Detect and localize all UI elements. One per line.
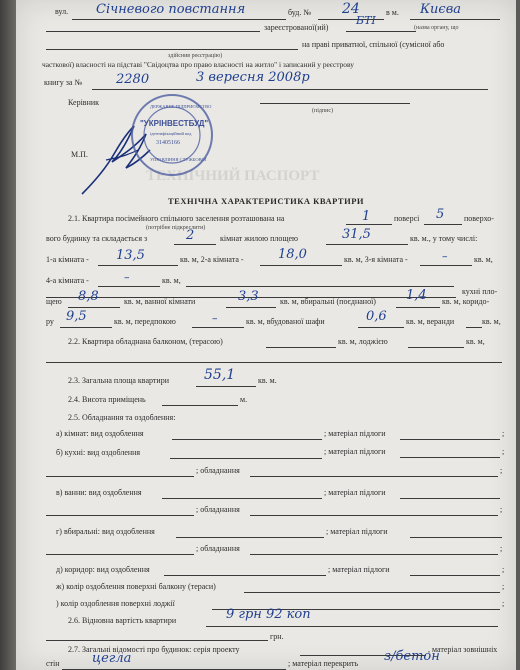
balcony-line (266, 347, 336, 348)
city-line (410, 19, 500, 20)
g-line-2 (46, 554, 194, 555)
s25-g: г) вбиральні: вид оздоблення (56, 527, 155, 536)
s21-text-f: кв. м., у тому числі: (410, 234, 478, 243)
line-3 (46, 49, 298, 50)
living-line (326, 244, 408, 245)
kitchen-line (68, 307, 120, 308)
r4-value: – (124, 271, 130, 284)
street-line (72, 19, 286, 20)
s25-v: в) ванни: вид оздоблення (56, 488, 142, 497)
b-equip-line (250, 476, 498, 477)
stamp-name: "УКРІНВЕСТБУД" (140, 119, 209, 128)
corr-line (60, 327, 112, 328)
hall-line (192, 327, 244, 328)
bud-value: 24 (342, 1, 360, 17)
rooms-value: 2 (186, 228, 195, 243)
zh-semi: ; (502, 582, 505, 591)
v-floor-line (400, 498, 500, 499)
document-page (16, 0, 516, 670)
s21-hint: (потрібне підкреслити) (146, 225, 206, 231)
ghost-print: ТЕХНІЧНИЙ ПАСПОРТ (146, 168, 320, 184)
r1-line (98, 265, 178, 266)
veranda-line (466, 327, 482, 328)
r2-value: 18,0 (278, 247, 307, 262)
r3-value: – (442, 250, 448, 263)
wardrobe-label: кв. м, вбудованої шафи (246, 317, 325, 326)
kitchen-label: кухні пло- (462, 287, 498, 296)
g-finish-line (176, 537, 324, 538)
r4-unit: кв. м, (162, 276, 181, 285)
s25-zh: ж) колір оздоблення поверхні балкону (тераси) (56, 582, 216, 591)
stamp-bottom-text: УПРАВЛІННЯ СЛУЖБОВОЇ (150, 157, 207, 162)
g-floor-label: ; матеріал підлоги (326, 527, 388, 536)
bath-label: кв. м, ванної кімнати (124, 297, 196, 306)
registry-hint-2: здійснив реєстрацію) (168, 53, 223, 59)
book-date: 3 вересня 2008р (196, 70, 310, 85)
bud-label: буд. № (288, 8, 311, 17)
book-line (92, 89, 488, 90)
bath-line (226, 307, 276, 308)
s25-z: ) колір оздоблення поверхні лоджії (56, 599, 175, 608)
v-equip-label: ; обладнання (196, 505, 240, 514)
v-finish-line (162, 498, 322, 499)
s26-unit: грн. (270, 632, 284, 641)
floor-value: 1 (362, 209, 371, 224)
height-line (162, 405, 238, 406)
b-semi-2: ; (500, 466, 503, 475)
s21-text-c: поверхо- (464, 214, 494, 223)
r4-rest-line (186, 286, 454, 287)
registry-hint: (назва органу, що (414, 25, 459, 31)
walls-value: цегла (92, 651, 132, 666)
street-prefix: вул. (55, 7, 69, 16)
organization-stamp (116, 92, 228, 178)
kitchen-value: 8,8 (78, 289, 99, 304)
s25-d: д) коридор: вид оздоблення (56, 565, 150, 574)
mp-label: М.П. (71, 150, 88, 159)
binding-edge (0, 0, 16, 670)
cost-value: 9 грн 92 коп (226, 607, 311, 622)
veranda-unit: кв. м, (482, 317, 501, 326)
total-area-line (196, 386, 256, 387)
v-equip-line (250, 515, 498, 516)
g-equip-label: ; обладнання (196, 544, 240, 553)
signature-hint: (підпис) (312, 108, 334, 114)
slabs-label: ; матеріал перекрить (288, 659, 359, 668)
v-semi: ; (500, 505, 503, 514)
total-area-value: 55,1 (204, 367, 236, 383)
veranda-label: кв. м, веранди (406, 317, 455, 326)
right-label: на праві приватної, спільної (сумісної або (302, 40, 445, 49)
d-semi: ; (502, 565, 505, 574)
hall-label: кв. м, передпокою (114, 317, 176, 326)
bath-value: 3,3 (238, 289, 259, 304)
a-floor-label: ; матеріал підлоги (324, 429, 386, 438)
r1-value: 13,5 (116, 248, 145, 263)
g-semi: ; (500, 544, 503, 553)
s22-label: 2.2. Квартира обладнана балконом, (терасою) (68, 337, 223, 346)
walls-label: , матеріал зовнішніх (428, 645, 498, 654)
floors-line (424, 224, 462, 225)
wardrobe-value: 0,6 (366, 309, 387, 324)
s22-unit2: кв. м, (466, 337, 485, 346)
r3-line (420, 265, 472, 266)
floors-total: 5 (436, 207, 445, 222)
signature-line (260, 103, 410, 104)
s22-line-2 (46, 362, 502, 363)
cost-line (206, 626, 498, 627)
floor-line (346, 224, 392, 225)
registered-label: зареєстрованої(ий) (264, 23, 329, 32)
walls-pre: стін (46, 659, 60, 668)
s21-text-e: кімнат жилою площею (220, 234, 299, 243)
right-label-2: часткової) власності на підставі "Свідоцтва про право власності на житло" і записаний у реєстрову (42, 60, 354, 69)
wc-line (396, 307, 440, 308)
rooms-line (174, 244, 216, 245)
section-title: ТЕХНІЧНА ХАРАКТЕРИСТИКА КВАРТИРИ (168, 196, 364, 206)
line-2 (46, 31, 260, 32)
corr-pre: ру (46, 317, 54, 326)
v-floor-label: ; матеріал підлоги (324, 488, 386, 497)
b-floor-line (400, 457, 500, 458)
v-line-2 (46, 515, 194, 516)
b-finish-line (170, 458, 322, 459)
s25-a: а) кімнат: вид оздоблення (56, 429, 144, 438)
book-label: книгу за № (44, 78, 83, 87)
s21-text-d: вого будинку та складається з (46, 234, 148, 243)
s27-label: 2.7. Загальні відомості про будинок: серія проекту (68, 645, 240, 654)
r2-label: кв. м, 2-а кімната - (180, 255, 244, 264)
a-floor-line (400, 439, 500, 440)
r4-line (98, 286, 160, 287)
s24-label: 2.4. Висота приміщень (68, 395, 146, 404)
r1-label: 1-а кімната - (46, 255, 89, 264)
registry-line (346, 31, 416, 32)
d-finish-line (164, 575, 326, 576)
stamp-code-label: ідентифікаційний код (150, 131, 192, 136)
r2-line (260, 265, 342, 266)
g-equip-line (250, 554, 498, 555)
a-semi: ; (502, 429, 505, 438)
s21-text-a: 2.1. Квартира посімейного спільного заселення розташована на (68, 214, 285, 223)
loggia-line (408, 347, 464, 348)
wc-label: кв. м, вбиральні (поєднаної) (280, 297, 376, 306)
b-line-2 (46, 476, 194, 477)
cost-line-2 (46, 640, 268, 641)
d-floor-line (410, 575, 500, 576)
s22-unit1: кв. м, лоджією (338, 337, 388, 346)
wc-value: 1,4 (406, 288, 427, 303)
corridor-value: 9,5 (66, 309, 87, 324)
g-floor-line (410, 537, 502, 538)
r4-label: 4-а кімната - (46, 276, 89, 285)
book-number: 2280 (116, 72, 150, 87)
city-value: Києва (420, 2, 462, 17)
s23-label: 2.3. Загальна площа квартири (68, 376, 169, 385)
s26-label: 2.6. Відновна вартість квартири (68, 616, 177, 625)
director-label: Керівник (68, 98, 100, 107)
r3-label: кв. м, 3-я кімната - (344, 255, 408, 264)
hall-value: – (212, 312, 218, 325)
b-floor-label: ; матеріал підлоги (324, 447, 386, 456)
registry-org: БТІ (356, 14, 376, 27)
zh-line (244, 592, 500, 593)
b-semi: ; (502, 447, 505, 456)
city-prefix: в м. (386, 8, 399, 17)
s25-label: 2.5. Обладнання та оздоблення: (68, 413, 176, 422)
s23-unit: кв. м. (258, 376, 277, 385)
stamp-code: 31405166 (156, 140, 180, 146)
d-floor-label: ; матеріал підлоги (328, 565, 390, 574)
living-area: 31,5 (342, 227, 371, 242)
street-value: Січневого повстання (96, 2, 246, 17)
stamp-outer-text: ДЕРЖАВНЕ ПІДПРИЄМСТВО (150, 104, 212, 109)
s21-text-b: поверсі (394, 214, 420, 223)
kitchen-pre: щею (46, 297, 62, 306)
s24-unit: м. (240, 395, 248, 404)
wardrobe-line (358, 327, 404, 328)
z-semi: ; (502, 599, 505, 608)
corr-label: кв. м, коридо- (442, 297, 490, 306)
r3-unit: кв. м, (474, 255, 493, 264)
s25-b: б) кухні: вид оздоблення (56, 448, 141, 457)
slabs-value: з/бетон (384, 649, 440, 664)
a-finish-line (172, 439, 322, 440)
b-equip-label: ; обладнання (196, 466, 240, 475)
